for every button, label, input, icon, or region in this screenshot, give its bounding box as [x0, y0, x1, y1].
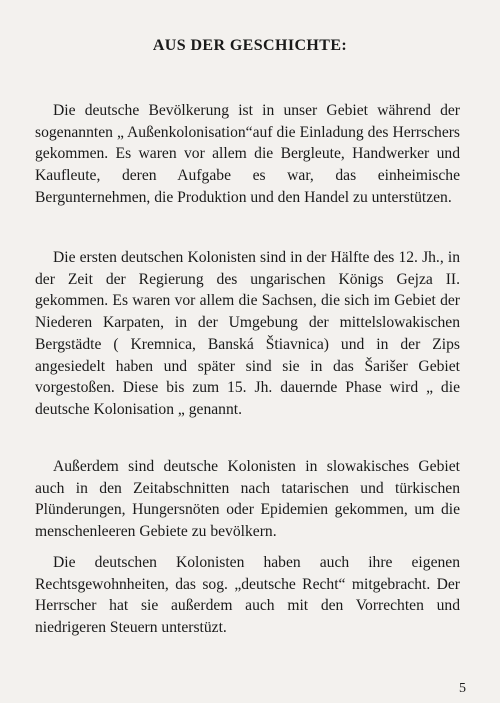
paragraph-3: Außerdem sind deutsche Kolonisten in slowakisches Gebiet auch in den Zeitabschnitten nach tatarischen und türkischen Plünderungen, Hungersnöten oder Epidemien gekommen, um die menschenleeren Gebiete zu bevölkern.: [35, 458, 460, 541]
page-title: AUS DER GESCHICHTE:: [152, 37, 348, 54]
paragraph-4: Die deutschen Kolonisten haben auch ihre eigenen Rechtsgewohnheiten, das sog. „deutsche Recht“ mitgebracht. Der Herrscher hat sie außerdem auch mit den Vorrechten und niedrigeren Steuern unterstüzt.: [35, 554, 460, 637]
page-number: 5: [459, 681, 466, 696]
paragraph-2: Die ersten deutschen Kolonisten sind in der Hälfte des 12. Jh., in der Zeit der Regierung des ungarischen Königs Gejza II. gekommen. Es waren vor allem die Sachsen, die sich im Gebiet der Niederen Karpaten, in der Umgebung der mittelslowakischen Bergstädte ( Kremnica, Banská Štiavnica) und in der Zips angesiedelt haben und später sind sie in das Šarišer Gebiet vorgestoßen. Diese bis zum 15. Jh. dauernde Phase wird „ die deutsche Kolonisation „ genannt.: [35, 249, 460, 418]
paragraph-1: Die deutsche Bevölkerung ist in unser Gebiet während der sogenannten „ Außenkolonisation“auf die Einladung des Herrschers gekommen. Es waren vor allem die Bergleute, Handwerker und Kaufleute, deren Aufgabe es war, das einheimische Bergunternehmen, die Produktion und den Handel zu unterstützen.: [35, 102, 460, 206]
